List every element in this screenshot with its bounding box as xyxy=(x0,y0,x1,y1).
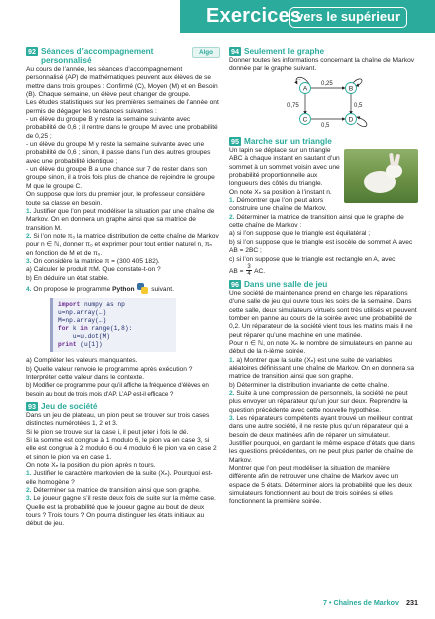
paragraph: - un élève du groupe M y reste la semaine suivante avec une probabilité de 0,6 ; sinon, il passe dans l’un des autres groupes avec une probabilité identique ; xyxy=(26,141,211,165)
question-text: Justifier que l’on peut modéliser la situation par une chaîne de Markov. On en donnera un graphe ainsi que sa matrice de transition M. xyxy=(26,207,215,232)
node-label: A xyxy=(302,84,308,92)
markov-graph xyxy=(281,76,395,130)
question-text: On propose le programme xyxy=(33,285,111,293)
paragraph: Au cours de l’année, les séances d’accompagnement personnalisé (AP) de mathématiques peuvent aux élèves de se mettre dans trois groupes : Confirmé (C), Moyen (M) et en Besoin (B). Chaque semaine, un élève peut changer de groupe. xyxy=(26,66,218,99)
question xyxy=(26,495,220,528)
code-block: import numpy as np u=np.array(…) M=np.array(…) for k in range(1,8): u=u.dot(M) print (u[1]) xyxy=(50,298,176,352)
exercise-title: Jeu de société xyxy=(41,402,98,411)
question-text: Déterminer sa matrice de transition ainsi que son graphe. xyxy=(33,487,201,495)
exercise-number: 96 xyxy=(231,279,239,289)
sub-question: b) Déterminer la distribution invariante de cette chaîne. xyxy=(229,381,390,389)
paragraph: Une société de maintenance prend en charge les réparations d’une salle de jeu qui ouvre tous les soirs de la semaine. Dans cette salle, deux simulateurs virtuels sont très utilisés et peuvent tomber en panne au cours de la soirée avec une probabilité de 0,2. Un réparateur de la société vient tous les matins mais il ne peut réparer qu’une machine en une matinée. xyxy=(229,289,417,339)
question-text: suivant. xyxy=(151,285,174,293)
question-number: 1. xyxy=(26,470,32,478)
question xyxy=(229,214,418,231)
sub-question: a) si l’on suppose que le triangle est équilatéral ; xyxy=(229,230,371,238)
sub-question: b) Modifier ce programme pour qu’il affiche la fréquence d’élèves en besoin au bout de trois mois d’AP. L’AP est-il efficace ? xyxy=(26,382,209,398)
paragraph: - un élève du groupe B y reste la semaine suivante avec probabilité de 0,6 ; il rentre dans le groupe M avec une probabilité de 0,25 ; xyxy=(26,116,218,140)
question xyxy=(26,258,220,266)
question-number: 3. xyxy=(26,257,32,265)
paragraph: Les études statistiques sur les premières semaines de l’année ont permis de dégager les tendances suivantes : xyxy=(26,99,219,115)
question-number: 1. xyxy=(229,197,235,205)
exercise-95 xyxy=(229,137,418,278)
question-text: Démontrer que l’on peut alors construire une chaîne de Markov. xyxy=(229,197,327,213)
chapter-label: 7 • Chaînes de Markov xyxy=(322,598,399,607)
exercise-title: Dans une salle de jeu xyxy=(244,279,328,289)
edge-weight-cd: 0,5 xyxy=(321,122,330,129)
paragraph: Pour n ∈ ℕ, on note Xₙ le nombre de simulateurs en panne au début de la n-ième soirée. xyxy=(229,339,412,356)
banner-title: Exercices xyxy=(206,5,302,27)
node-label: C xyxy=(302,115,308,123)
edge-weight-bd: 0,5 xyxy=(354,102,363,109)
sub-question: b) En déduire un état stable. xyxy=(26,274,109,282)
question xyxy=(26,487,220,495)
question-number: 1. xyxy=(229,356,235,364)
question-text: On considère la matrice π = (300 405 182). xyxy=(33,257,160,265)
sub-question: c) si l’on suppose que le triangle est rectangle en A, avec xyxy=(229,255,396,263)
page-number: 231 xyxy=(406,598,418,607)
question-text: a) Montrer que la suite (Xₙ) est une suite de variables aléatoires définissant une chaîne de Markov. On en donnera sa matrice de transition ainsi que son graphe. xyxy=(229,356,414,381)
paragraph: On suppose que lors du premier jour, le professeur considère toute sa classe en besoin. xyxy=(26,191,205,207)
question-number: 2. xyxy=(229,213,235,221)
question-text: Les réparateurs compétents ayant trouvé un meilleur contrat dans une autre société, il ne reste plus qu’un réparateur qui a besoin de deux matinées afin de réparer un simulateur. xyxy=(229,415,413,439)
python-logo-icon xyxy=(137,283,148,294)
question-number: 2. xyxy=(26,232,32,240)
edge-weight-ac: 0,75 xyxy=(287,102,299,109)
paragraph: Si le pion se trouve sur la case i, il peut jeter i fois le dé. xyxy=(26,428,189,436)
exercise-96 xyxy=(229,280,418,507)
algo-badge: Algo xyxy=(192,47,220,58)
exercise-94 xyxy=(229,47,418,136)
paragraph: Si la somme est congrue à 1 modulo 6, le pion va en case 3, si elle est congrue à 2 modulo 6 ou 4 modulo 6 le pion va en case 2 et sinon le pion va en case 1. xyxy=(26,437,217,461)
paragraph: Dans un jeu de plateau, un pion peut se trouver sur trois cases distinctes numérotées 1, 2 et 3. xyxy=(26,412,210,428)
question xyxy=(26,283,220,294)
exercise-title: Séances d’accompagnement personnalisé xyxy=(41,47,154,65)
loop-d-edge xyxy=(357,117,367,127)
exercise-number: 93 xyxy=(28,402,36,411)
question-number: 1. xyxy=(26,207,32,215)
question-text: Justifier le caractère markovien de la suite (Xₙ). Pourquoi est-elle homogène ? xyxy=(26,470,213,486)
python-label: Python xyxy=(112,285,135,293)
question-number: 2. xyxy=(26,487,32,495)
question-number: 3. xyxy=(26,495,32,503)
paragraph: - un élève du groupe B a une chance sur 7 de rester dans son groupe sinon, il a trois fois plus de chance de rejoindre le groupe M que le groupe C. xyxy=(26,166,215,190)
paragraph: Un lapin se déplace sur un triangle ABC à chaque instant en sautant d’un sommet à un sommet voisin avec une probabilité proportionnelle aux longueurs des côtés du triangle. xyxy=(229,147,340,188)
paragraph: Justifier pourquoi, en gardant le même espace d’états que dans les questions précédentes, on ne peut plus parler de chaîne de Markov. xyxy=(229,440,415,464)
exercise-title: Seulement le graphe xyxy=(244,47,325,56)
paragraph: On note Xₙ la position du pion après n tours. xyxy=(26,462,156,470)
right-column xyxy=(229,46,418,507)
question-text: Le joueur gagne s’il reste deux fois de suite sur la même case. Quelle est la probabilité que le joueur gagne au bout de deux tours ? Trois tours ? On pourra distinguer les états initiaux au début de jeu. xyxy=(26,495,216,528)
question-text: Suite à une compression de personnels, la société ne peut plus envoyer un réparateur qu’un jour sur deux. Reprendre la question précédente avec cette nouvelle hypothèse. xyxy=(229,389,408,414)
sub-question: b) Quelle valeur renvoie le programme après exécution ? Interpréter cette valeur dans le contexte. xyxy=(26,365,193,381)
question xyxy=(26,470,220,487)
page-footer xyxy=(323,598,418,607)
left-column xyxy=(26,46,220,529)
exercise-number: 92 xyxy=(28,47,36,56)
question xyxy=(26,208,220,233)
fraction-line: AB = $\frac{3}{4}$ AC. xyxy=(229,263,266,278)
question xyxy=(229,415,418,440)
sub-question: b) si l’on suppose que le triangle est isocèle de sommet A avec AB = 2BC ; xyxy=(229,238,413,255)
question xyxy=(26,233,220,258)
rabbit-photo xyxy=(344,149,418,203)
node-label: B xyxy=(348,84,354,92)
question-text: Déterminer la matrice de transition ainsi que le graphe de cette chaîne de Markov : xyxy=(229,213,404,230)
paragraph: On note Xₙ sa position à l’instant n. xyxy=(229,188,332,196)
question xyxy=(229,390,418,415)
fraction: $\frac{3}{4}$ xyxy=(247,263,251,278)
exercise-number: 95 xyxy=(231,137,239,147)
question-number: 3. xyxy=(229,415,235,422)
paragraph: Donner toutes les informations concernant la chaîne de Markov donnée par le graphe suivant. xyxy=(229,57,415,73)
exercise-92 xyxy=(26,47,220,399)
sub-question: a) Compléter les valeurs manquantes. xyxy=(26,357,138,365)
node-label: D xyxy=(348,115,354,123)
edge-weight-ab: 0,25 xyxy=(321,80,333,87)
banner-subtitle: vers le supérieur xyxy=(289,7,407,28)
exercise-title: Marche sur un triangle xyxy=(244,137,332,147)
question-text: Si l’on note π₀ la matrice distribution de cette chaîne de Markov pour n ∈ ℕ, donner π₀ et exprimer pour tout entier naturel n, πₙ en fonction de M et de π₀. xyxy=(26,232,219,257)
paragraph: Montrer que l’on peut modéliser la situation de manière différente afin de retrouver une chaîne de Markov avec un espace de 5 états. Déterminer alors la probabilité que les deux simulateurs fonctionnent au bout de trois soirées si elles fonctionnent la première soirée. xyxy=(229,465,412,506)
question-number: 4. xyxy=(26,285,32,293)
dots-label: … xyxy=(295,75,301,82)
exercise-93 xyxy=(26,402,220,529)
exercise-number: 94 xyxy=(231,47,239,56)
sub-question: a) Calculer le produit πM. Que constate-t-on ? xyxy=(26,266,161,274)
question-number: 2. xyxy=(229,389,235,397)
question xyxy=(229,357,418,382)
